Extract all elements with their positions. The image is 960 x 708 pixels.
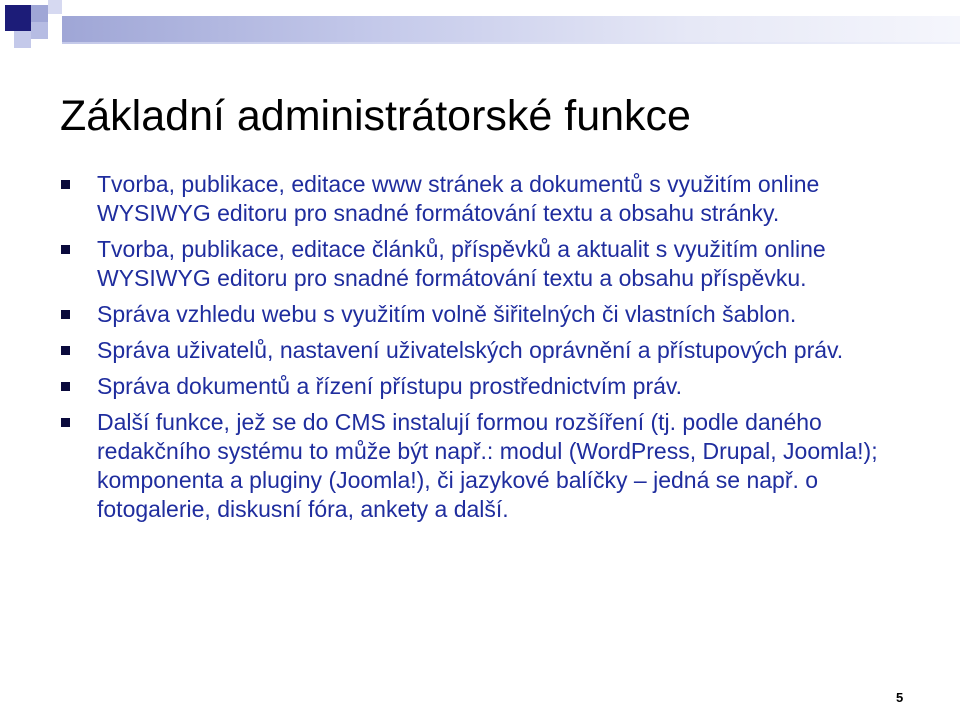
bullet-text: Tvorba, publikace, editace článků, příspěvků a aktualit s využitím online WYSIWYG editoru pro snadné formátování textu a obsahu příspěvku. (97, 236, 826, 291)
square-bullet-icon (61, 418, 70, 427)
page-number: 5 (896, 690, 904, 705)
decorative-square (14, 31, 31, 48)
slide-title: Základní administrátorské funkce (60, 92, 691, 140)
square-bullet-icon (61, 346, 70, 355)
square-bullet-icon (61, 180, 70, 189)
bullet-text: Správa uživatelů, nastavení uživatelských oprávnění a přístupových práv. (97, 337, 844, 363)
decorative-header-line (62, 42, 960, 44)
decorative-square (48, 0, 62, 14)
square-bullet-icon (61, 245, 70, 254)
bullet-item (60, 408, 930, 524)
bullet-item (60, 300, 930, 329)
decorative-square (31, 5, 48, 22)
bullet-item (60, 170, 930, 228)
square-bullet-icon (61, 382, 70, 391)
bullet-item (60, 372, 930, 401)
bullet-item (60, 336, 930, 365)
decorative-header-bar (62, 16, 960, 42)
bullet-text: Další funkce, jež se do CMS instalují formou rozšíření (tj. podle daného redakčního systému to může být např.: modul (WordPress, Drupal, Joomla!); komponenta a pluginy (Joomla!), či jazykové balíčky – jedná se např. o fotogalerie, diskusní fóra, ankety a další. (97, 409, 878, 522)
decorative-square (5, 5, 31, 31)
bullet-text: Tvorba, publikace, editace www stránek a dokumentů s využitím online WYSIWYG editoru pro snadné formátování textu a obsahu stránky. (97, 171, 820, 226)
bullet-text: Správa vzhledu webu s využitím volně šiřitelných či vlastních šablon. (97, 301, 797, 327)
bullet-list (60, 170, 930, 524)
bullet-item (60, 235, 930, 293)
decorative-square (31, 22, 48, 39)
bullet-text: Správa dokumentů a řízení přístupu prostřednictvím práv. (97, 373, 683, 399)
square-bullet-icon (61, 310, 70, 319)
